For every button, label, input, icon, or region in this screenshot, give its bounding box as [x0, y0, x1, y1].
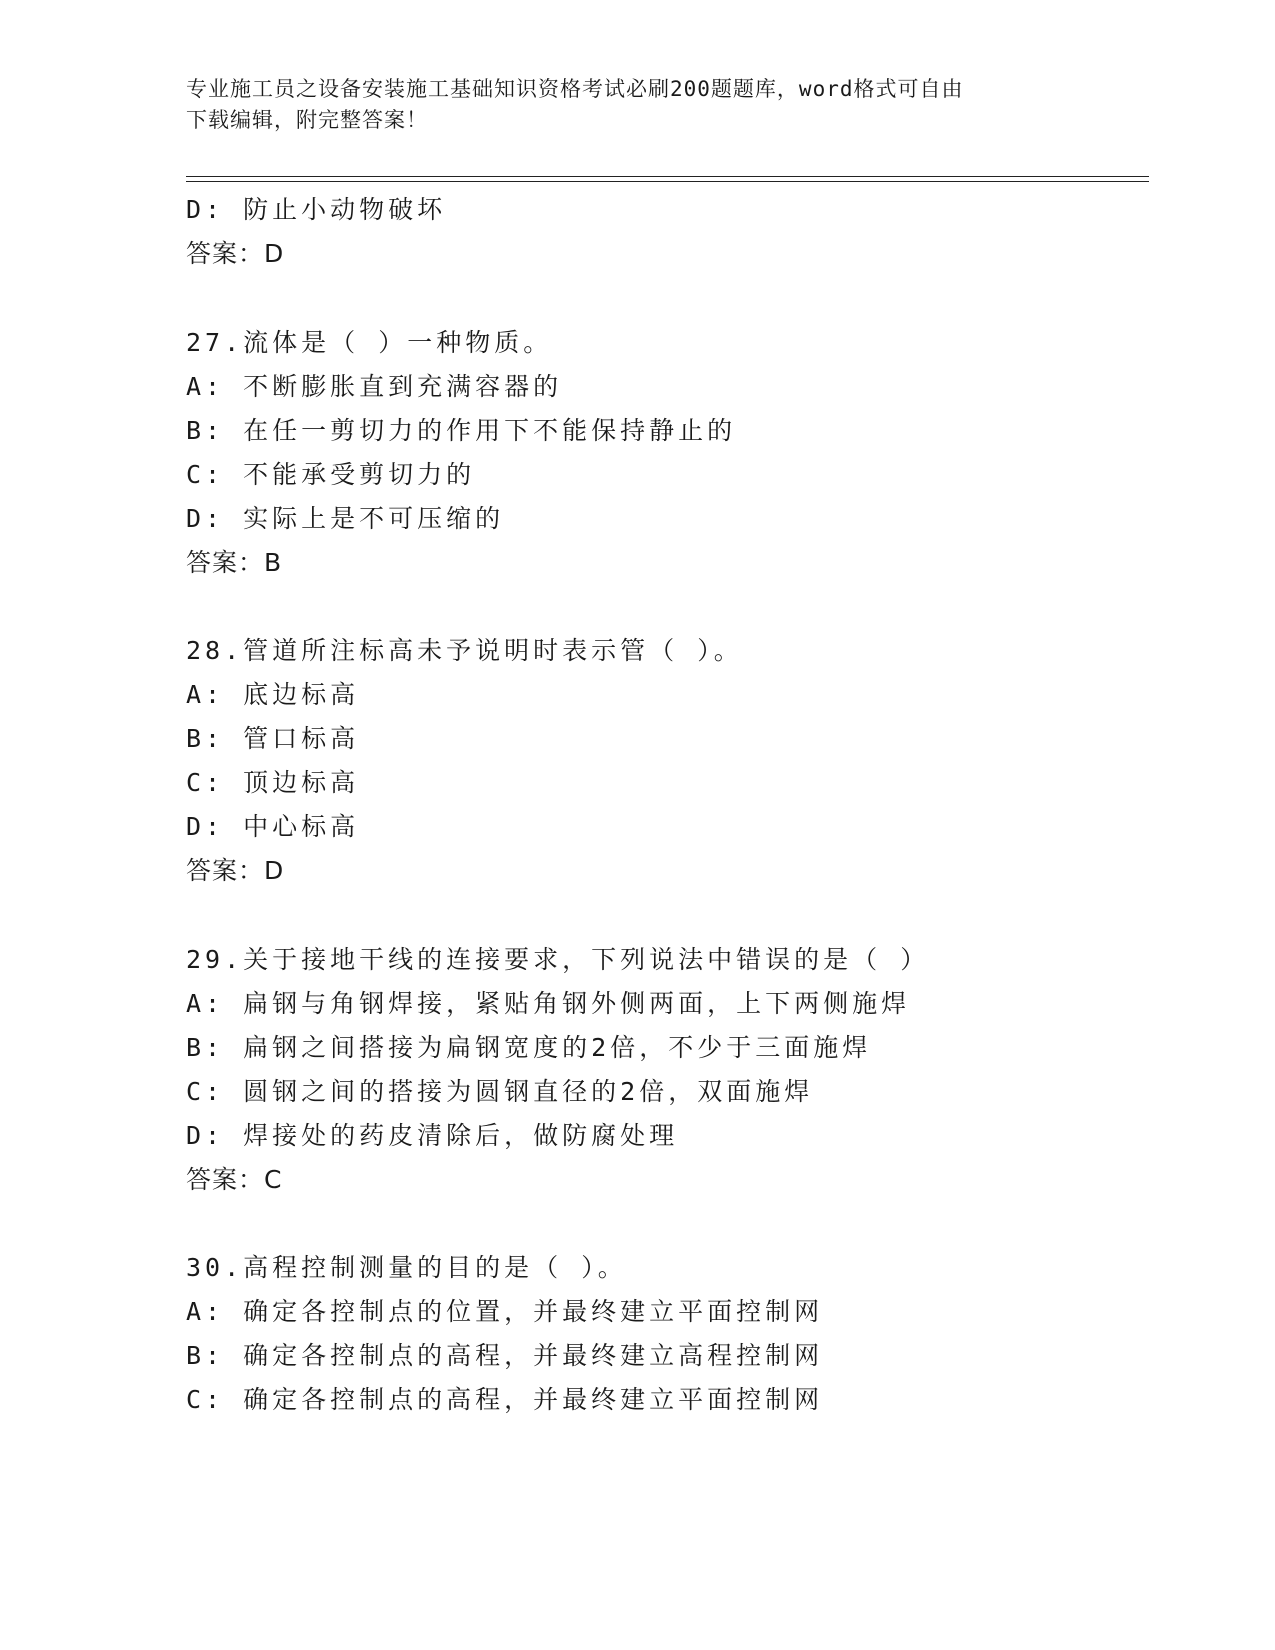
q29-stem: 29.关于接地干线的连接要求，下列说法中错误的是（ ） [186, 945, 930, 974]
q30-option-a: A: 确定各控制点的位置，并最终建立平面控制网 [186, 1297, 824, 1326]
q27-answer: 答案：B [186, 548, 283, 577]
q27-option-c: C: 不能承受剪切力的 [186, 460, 476, 489]
q30-option-b: B: 确定各控制点的高程，并最终建立高程控制网 [186, 1341, 824, 1370]
header-divider-bottom [186, 181, 1149, 182]
header-line-1: 专业施工员之设备安装施工基础知识资格考试必刷200题题库，word格式可自由 [186, 77, 964, 101]
q30-option-c: C: 确定各控制点的高程，并最终建立平面控制网 [186, 1385, 824, 1414]
q26-answer: 答案：D [186, 239, 285, 268]
document-header [186, 74, 1066, 136]
q28-option-a: A: 底边标高 [186, 680, 360, 709]
q28-option-d: D: 中心标高 [186, 812, 360, 841]
q28-option-b: B: 管口标高 [186, 724, 360, 753]
header-line-2: 下载编辑，附完整答案！ [186, 108, 428, 132]
q30-stem: 30.高程控制测量的目的是（ ）。 [186, 1253, 627, 1282]
q29-option-d: D: 焊接处的药皮清除后，做防腐处理 [186, 1121, 679, 1150]
q28-answer: 答案：D [186, 856, 285, 885]
q29-option-b: B: 扁钢之间搭接为扁钢宽度的2倍，不少于三面施焊 [186, 1033, 872, 1062]
q28-option-c: C: 顶边标高 [186, 768, 360, 797]
q29-option-a: A: 扁钢与角钢焊接，紧贴角钢外侧两面，上下两侧施焊 [186, 989, 911, 1018]
q27-option-a: A: 不断膨胀直到充满容器的 [186, 372, 563, 401]
header-divider-top [186, 176, 1149, 177]
q29-option-c: C: 圆钢之间的搭接为圆钢直径的2倍，双面施焊 [186, 1077, 814, 1106]
q27-option-d: D: 实际上是不可压缩的 [186, 504, 505, 533]
q29-answer: 答案：C [186, 1165, 283, 1194]
q28-stem: 28.管道所注标高未予说明时表示管（ ）。 [186, 636, 743, 665]
q26-option-d: D: 防止小动物破坏 [186, 195, 447, 224]
q27-stem: 27.流体是（ ）一种物质。 [186, 328, 553, 357]
q27-option-b: B: 在任一剪切力的作用下不能保持静止的 [186, 416, 737, 445]
